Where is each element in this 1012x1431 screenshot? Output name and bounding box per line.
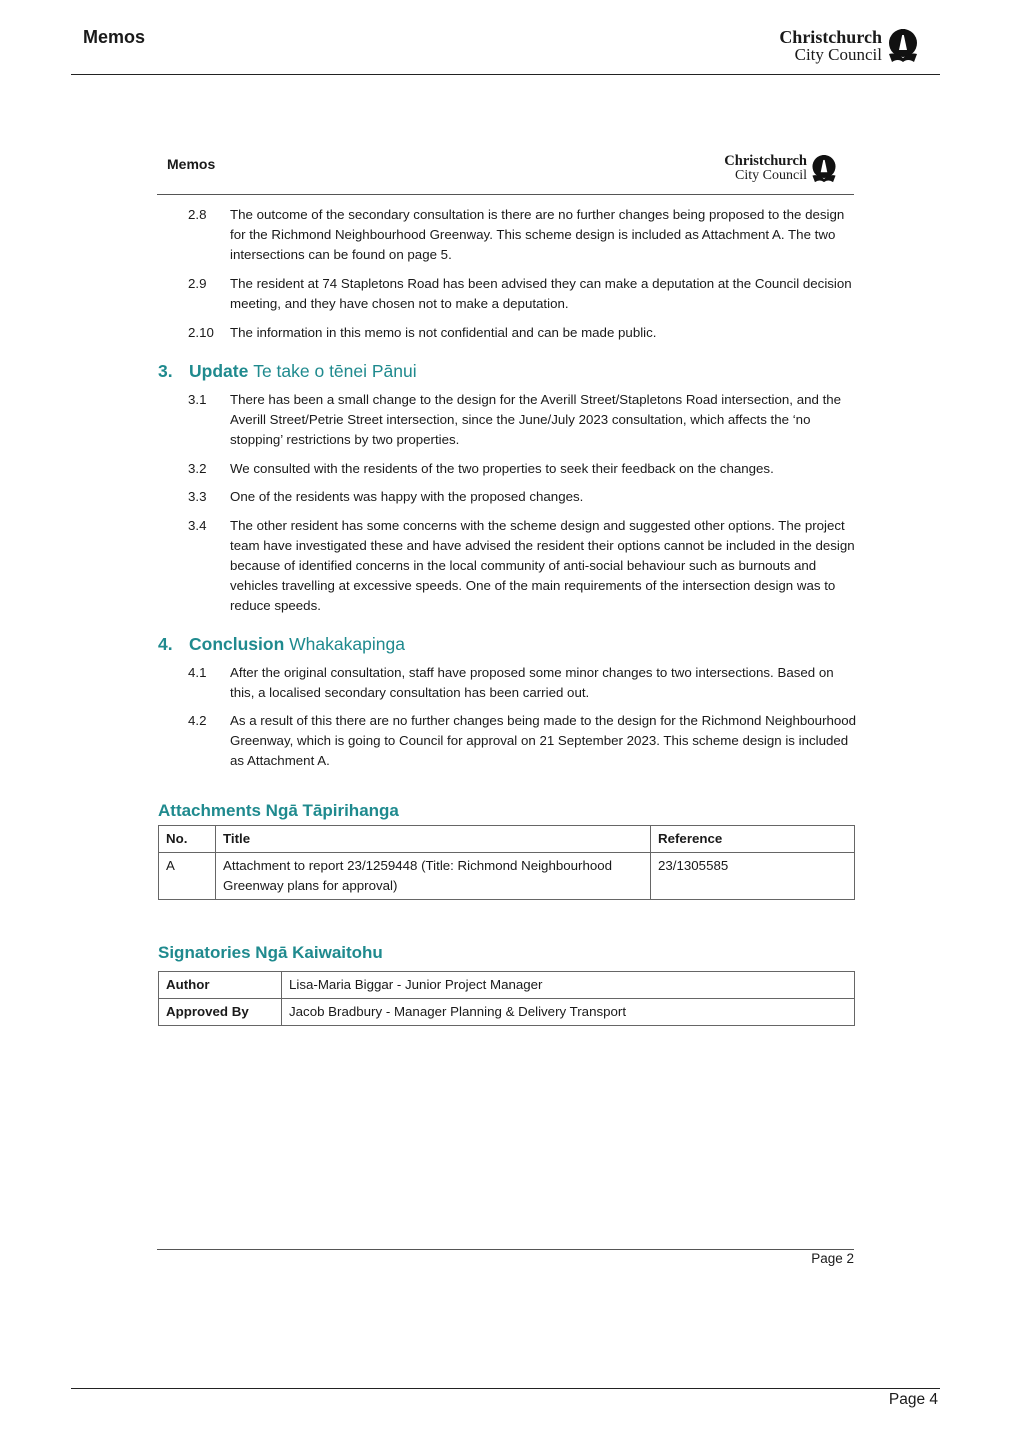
section-number: 4. — [158, 634, 173, 654]
column-header-no: No. — [159, 826, 216, 853]
section-title-mi: Whakakapinga — [289, 634, 405, 654]
inner-page-footer — [157, 1249, 854, 1266]
section-title-mi: Te take o tēnei Pānui — [253, 361, 417, 381]
paragraph-text: One of the residents was happy with the proposed changes. — [230, 489, 584, 504]
paragraph-3-2 — [188, 459, 858, 479]
paragraph-3-3 — [188, 487, 858, 507]
paragraph-number: 4.1 — [188, 665, 207, 680]
outer-header-title: Memos — [83, 27, 146, 47]
inner-page-number: Page 2 — [811, 1251, 854, 1266]
paragraph-number: 4.2 — [188, 713, 207, 728]
paragraph-number: 2.10 — [188, 325, 214, 340]
paragraph-text: The resident at 74 Stapletons Road has been advised they can make a deputation at the Council decision meeting, and they have chosen not to make a deputation. — [230, 276, 852, 311]
paragraph-3-1 — [188, 390, 858, 450]
section-title-en: Update — [189, 361, 249, 381]
paragraph-4-2 — [188, 711, 858, 771]
paragraph-2-10 — [188, 323, 858, 343]
paragraph-text: There has been a small change to the design for the Averill Street/Stapletons Road intersection, and the Averill Street/Petrie Street intersection, since the June/July 2023 consultation, which affects the ‘no stopping’ restrictions by two properties. — [230, 392, 842, 447]
signatory-value: Lisa-Maria Biggar - Junior Project Manager — [282, 972, 855, 999]
section-4-heading — [158, 634, 405, 655]
table-row — [159, 972, 855, 999]
attachments-heading: Attachments Ngā Tāpirihanga — [158, 801, 399, 820]
logo-line1: Christchurch — [779, 27, 882, 47]
paragraph-2-8 — [188, 205, 858, 265]
signatory-value: Jacob Bradbury - Manager Planning & Delivery Transport — [282, 999, 855, 1026]
attachment-no: A — [159, 853, 216, 900]
signatories-heading: Signatories Ngā Kaiwaitohu — [158, 943, 383, 962]
section-number: 3. — [158, 361, 173, 381]
cathedral-icon — [886, 28, 920, 64]
table-row — [159, 853, 855, 900]
inner-page-header — [157, 148, 854, 195]
paragraph-text: After the original consultation, staff have proposed some minor changes to two intersections. Based on this, a localised secondary consultation has been carried out. — [230, 665, 834, 700]
paragraph-text: The information in this memo is not confidential and can be made public. — [230, 325, 657, 340]
paragraph-number: 3.1 — [188, 392, 207, 407]
signatory-label: Author — [159, 972, 282, 999]
inner-header-title: Memos — [167, 156, 216, 172]
signatory-label: Approved By — [159, 999, 282, 1026]
paragraph-number: 3.4 — [188, 518, 207, 533]
logo-line2: City Council — [794, 45, 882, 64]
council-logo — [779, 28, 920, 64]
paragraph-text: The other resident has some concerns with the scheme design and suggested other options. The project team have investigated these and have advised the resident their options cannot be included in the design because of identified concerns in the local community of anti-social behaviour such as burnouts and vehicles travelling at excessive speeds. One of the main requirements of the intersection design was to reduce speeds. — [230, 518, 855, 613]
attachment-reference: 23/1305585 — [651, 853, 855, 900]
outer-page-number: Page 4 — [888, 1391, 938, 1408]
inner-council-logo — [724, 154, 838, 184]
signatories-table — [158, 971, 855, 1026]
paragraph-text: The outcome of the secondary consultation is there are no further changes being proposed to the design for the Richmond Neighbourhood Greenway. This scheme design is included as Attachment A. The two intersections can be found on page 5. — [230, 207, 845, 262]
paragraph-3-4 — [188, 516, 858, 616]
paragraph-number: 2.9 — [188, 276, 207, 291]
column-header-title: Title — [216, 826, 651, 853]
paragraph-number: 2.8 — [188, 207, 207, 222]
inner-logo-line1: Christchurch — [724, 153, 807, 169]
paragraph-text: We consulted with the residents of the two properties to seek their feedback on the changes. — [230, 461, 774, 476]
paragraph-number: 3.2 — [188, 461, 207, 476]
attachment-title: Attachment to report 23/1259448 (Title: Richmond Neighbourhood Greenway plans for approval) — [216, 853, 651, 900]
paragraph-text: As a result of this there are no further changes being made to the design for the Richmond Neighbourhood Greenway, which is going to Council for approval on 21 September 2023. This scheme design is included as Attachment A. — [230, 713, 857, 768]
column-header-reference: Reference — [651, 826, 855, 853]
table-row — [159, 999, 855, 1026]
table-header-row — [159, 826, 855, 853]
paragraph-4-1 — [188, 663, 858, 703]
inner-logo-line2: City Council — [735, 167, 807, 183]
attachments-table — [158, 825, 855, 900]
paragraph-2-9 — [188, 274, 858, 314]
paragraph-number: 3.3 — [188, 489, 207, 504]
section-3-heading — [158, 361, 417, 382]
cathedral-icon — [810, 154, 838, 184]
outer-page-footer — [71, 1388, 940, 1408]
outer-page-header — [71, 0, 940, 75]
section-title-en: Conclusion — [189, 634, 285, 654]
